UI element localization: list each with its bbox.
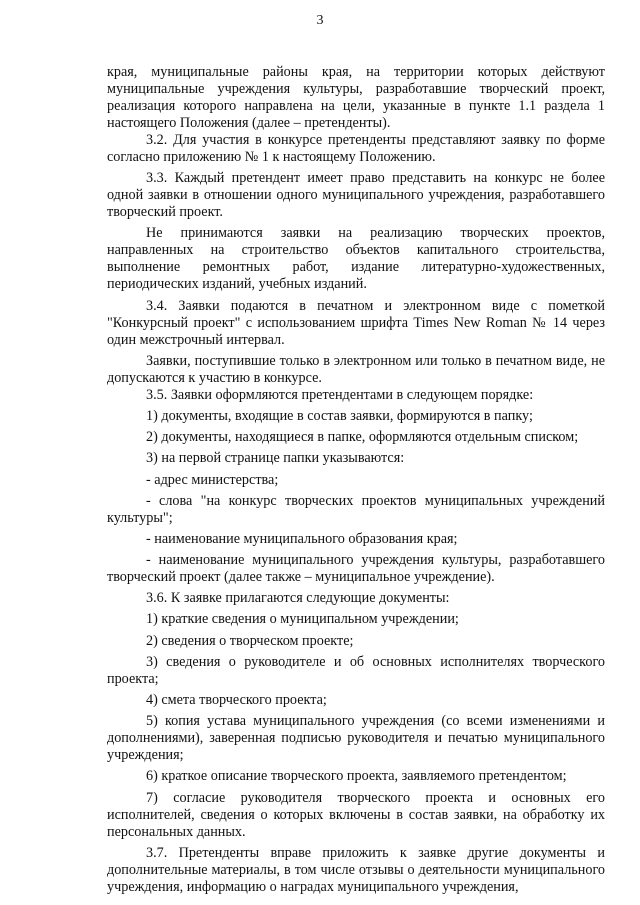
list-item-3-6-7: 7) согласие руководителя творческого проекта и основных его исполнителей, сведения о которых включены в состав заявки, на обработку их персональных данных. (107, 789, 605, 840)
list-item-contest-words: - слова "на конкурс творческих проектов муниципальных учреждений культуры"; (107, 492, 605, 526)
list-item-3-6-4: 4) смета творческого проекта; (146, 692, 327, 708)
paragraph-exclusions: Не принимаются заявки на реализацию творческих проектов, направленных на строительство объектов капитального строительства, выполнение ремонтных работ, издание литературно-художественных, периодических изданий, учебных изданий. (107, 225, 605, 293)
document-body (107, 64, 605, 900)
paragraph-3-6: 3.6. К заявке прилагаются следующие документы: (146, 590, 450, 607)
list-item-institution-name: - наименование муниципального учреждения культуры, разработавшего творческий проект (далее также – муниципальное учреждение). (107, 552, 605, 586)
list-item-3-5-3: 3) на первой странице папки указываются: (146, 450, 405, 467)
paragraph-3-3: 3.3. Каждый претендент имеет право представить на конкурс не более одной заявки в отношении одного муниципального учреждения, разработавшего творческий проект. (107, 170, 605, 221)
list-item-ministry-address: - адрес министерства; (146, 471, 279, 488)
list-item-3-5-1: 1) документы, входящие в состав заявки, формируются в папку; (146, 407, 533, 424)
page-number: 3 (316, 13, 324, 28)
paragraph-3-4: 3.4. Заявки подаются в печатном и электронном виде с пометкой "Конкурсный проект" с использованием шрифта Times New Roman № 14 через один межстрочный интервал. (107, 297, 605, 348)
list-item-3-6-2: 2) сведения о творческом проекте; (146, 632, 354, 649)
list-item-3-5-2: 2) документы, находящиеся в папке, оформляются отдельным списком; (146, 429, 579, 446)
paragraph-3-7: 3.7. Претенденты вправе приложить к заявке другие документы и дополнительные материалы, в том числе отзывы о деятельности муниципального учреждения, информацию о наградах муниципального учреждения, (107, 844, 605, 895)
list-item-3-6-1: 1) краткие сведения о муниципальном учреждении; (146, 611, 459, 628)
list-item-municipality-name: - наименование муниципального образования края; (146, 530, 458, 547)
paragraph-electronic-print: Заявки, поступившие только в электронном или только в печатном виде, не допускаются к участию в конкурсе. (107, 352, 605, 386)
paragraph-continuation: края, муниципальные районы края, на территории которых действуют муниципальные учреждения культуры, разработавшие творческий проект, реализация которого направлена на цели, указанные в пункте 1.1 раздела 1 настоящего Положения (далее – претенденты). (107, 64, 605, 131)
paragraph-3-2: 3.2. Для участия в конкурсе претенденты представляют заявку по форме согласно приложению № 1 к настоящему Положению. (107, 132, 605, 165)
list-item-3-6-3: 3) сведения о руководителе и об основных исполнителях творческого проекта; (107, 653, 605, 687)
list-item-3-6-6: 6) краткое описание творческого проекта, заявляемого претендентом; (146, 768, 567, 785)
list-item-3-6-5: 5) копия устава муниципального учреждения (со всеми изменениями и дополнениями), заверенная подписью руководителя и печатью муниципального учреждения; (107, 713, 605, 764)
paragraph-3-5: 3.5. Заявки оформляются претендентами в следующем порядке: (146, 386, 534, 403)
